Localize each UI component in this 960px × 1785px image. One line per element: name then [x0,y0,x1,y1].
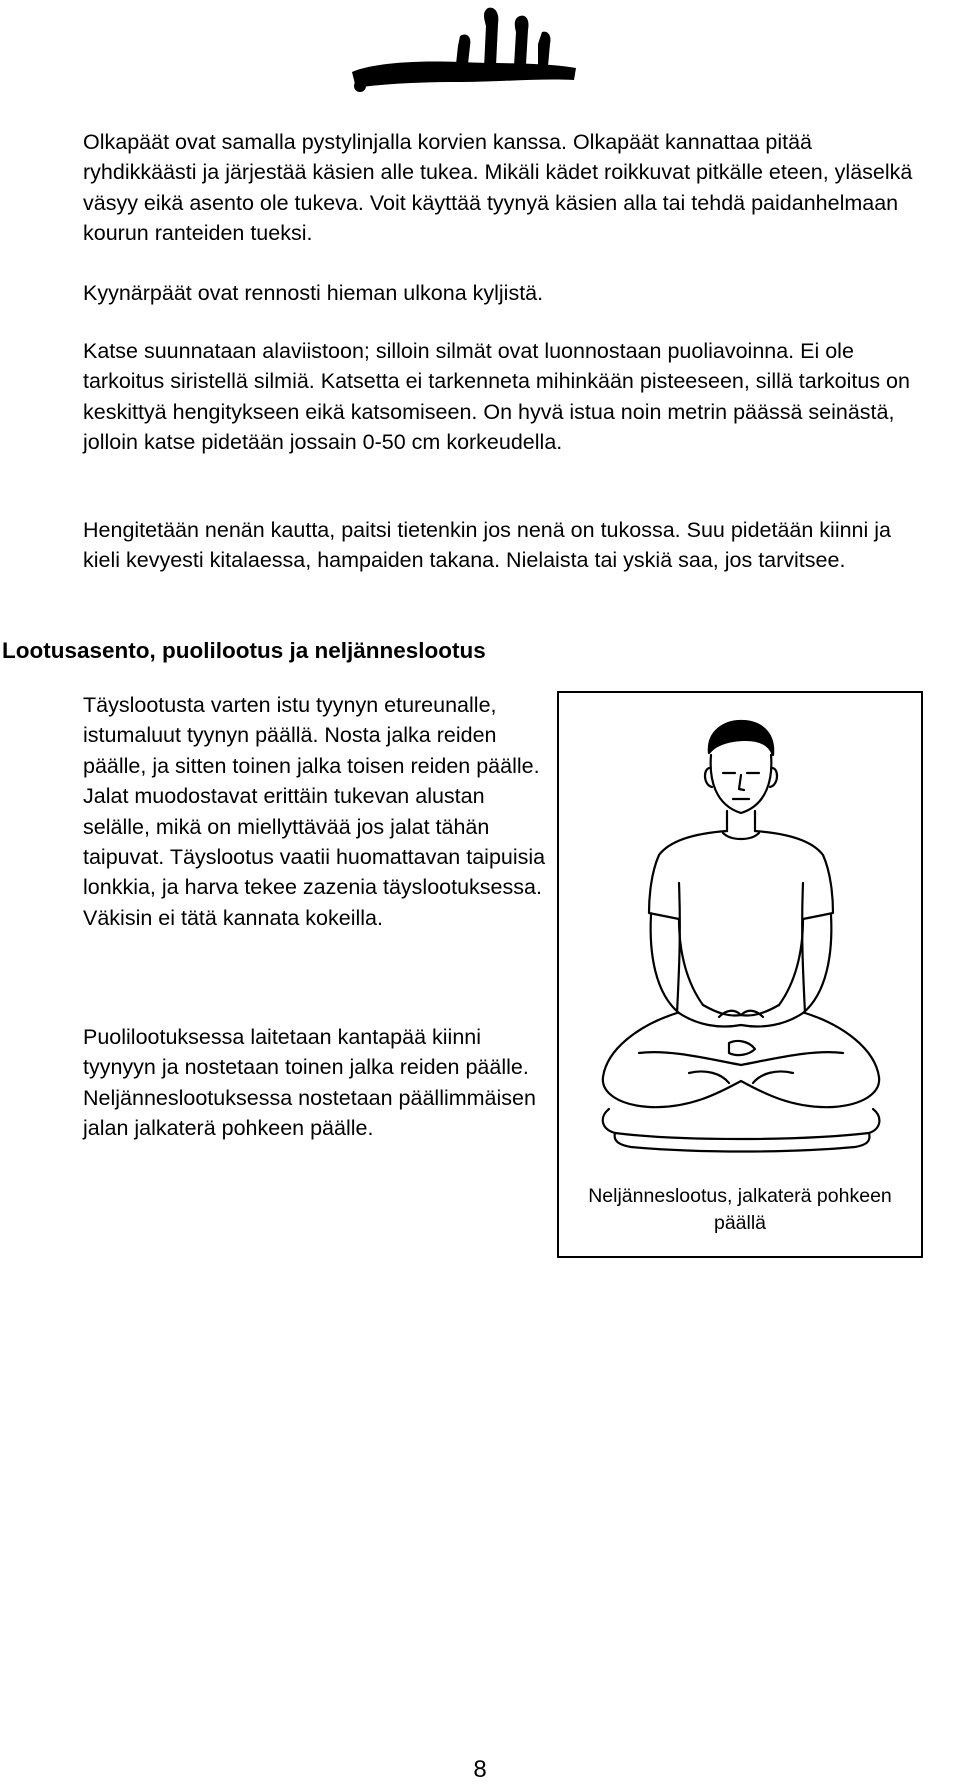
paragraph-half-lotus: Puolilootuksessa laitetaan kantapää kiinni tyynyyn ja nostetaan toinen jalka reiden päälle. Neljänneslootuksessa nostetaan päällimmäisen jalan jalkaterä pohkeen päälle. [83,1025,536,1141]
section-heading: Lootusasento, puolilootus ja neljänneslootus [2,638,486,663]
paragraph-breathing: Hengitetään nenän kautta, paitsi tietenkin jos nenä on tukossa. Suu pidetään kiinni ja kieli kevyesti kitalaessa, hampaiden takana. Nielaista tai yskiä saa, jos tarvitsee. [83,518,892,573]
brush-calligraphy-logo [350,2,580,94]
seated-meditation-illustration [579,713,899,1183]
figure-box [557,691,923,1258]
paragraph-elbows: Kyynärpäät ovat rennosti hieman ulkona kyljistä. [83,281,544,305]
paragraph-gaze: Katse suunnataan alaviistoon; silloin silmät ovat luonnostaan puoliavoinna. Ei ole tarkoitus siristellä silmiä. Katsetta ei tarkenneta mihinkään pisteeseen, sillä tarkoitus on keskittyä hengitykseen eikä katsomiseen. On hyvä istua noin metrin päässä seinästä, jolloin katse pidetään jossain 0-50 cm korkeudella. [83,339,910,455]
paragraph-full-lotus: Täyslootusta varten istu tyynyn etureunalle, istumaluut tyynyn päällä. Nosta jalka reiden päälle, ja sitten toinen jalka toisen reiden päälle. Jalat muodostavat erittäin tukevan alustan selälle, mikä on miellyttävää jos jalat tähän taipuvat. Täyslootus vaatii huomattavan taipuisia lonkkia, ja harva tekee zazenia täyslootuksessa. Väkisin ei tätä kannata kokeilla. [83,693,546,930]
figure-caption: Neljänneslootus, jalkaterä pohkeen päällä [588,1185,892,1234]
page-number: 8 [473,1756,487,1783]
paragraph-shoulders: Olkapäät ovat samalla pystylinjalla korvien kanssa. Olkapäät kannattaa pitää ryhdikkäästi ja järjestää käsien alle tukea. Mikäli kädet roikkuvat pitkälle eteen, yläselkä väsyy eikä asento ole tukeva. Voit käyttää tyynyä käsien alla tai tehdä paidanhelmaan kourun ranteiden tueksi. [83,130,913,246]
